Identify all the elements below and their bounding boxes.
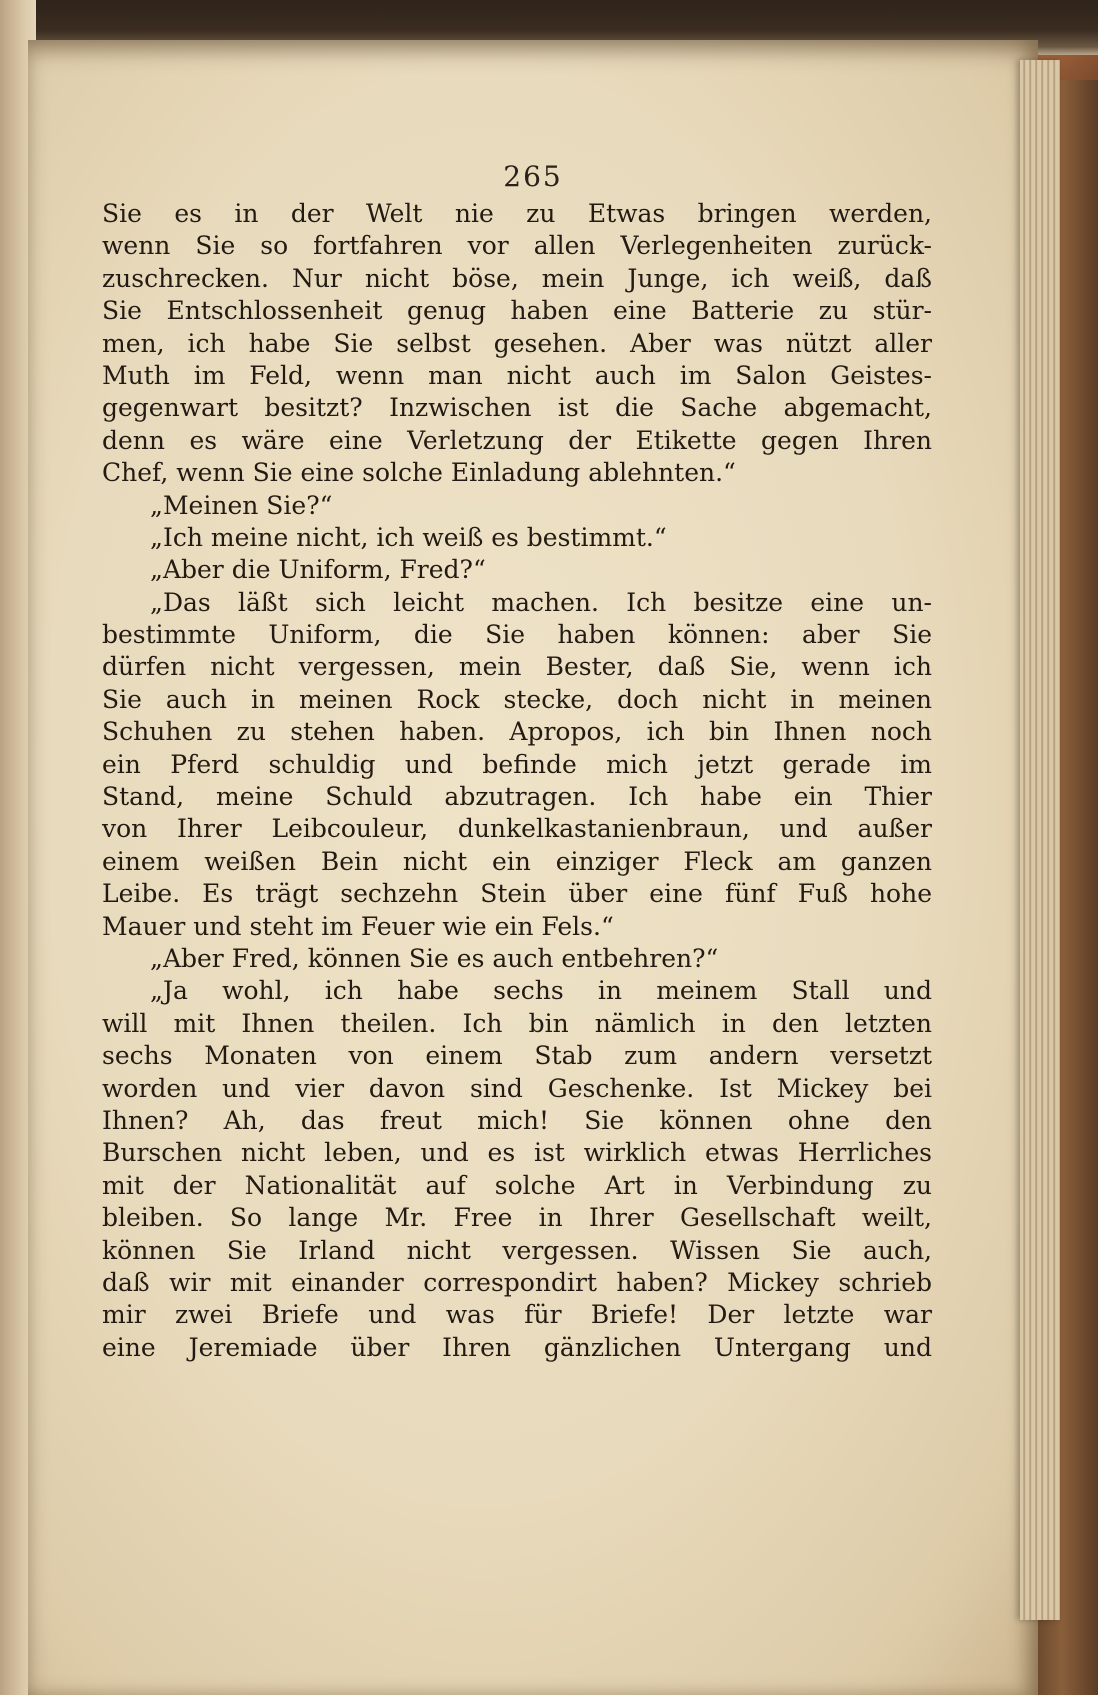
text-line: worden und vier davon sind Geschenke. Ist Mickey bei bbox=[102, 1073, 932, 1103]
text-line: Sie Entschlossenheit genug haben eine Batterie zu stür- bbox=[102, 296, 932, 326]
text-line: Sie es in der Welt nie zu Etwas bringen werden, bbox=[102, 199, 932, 228]
text-line: „Das läßt sich leicht machen. Ich besitze eine un- bbox=[150, 587, 932, 617]
text-line: sechs Monaten von einem Stab zum andern versetzt bbox=[102, 1041, 932, 1071]
page-number: 265 bbox=[503, 160, 563, 193]
text-line: wenn Sie so fortfahren vor allen Verlegenheiten zurück- bbox=[102, 231, 932, 261]
page-body-text bbox=[102, 198, 932, 1364]
text-line: „Ich meine nicht, ich weiß es bestimmt.“ bbox=[150, 522, 667, 552]
text-line: „Aber die Uniform, Fred?“ bbox=[150, 555, 486, 585]
text-line: Chef, wenn Sie eine solche Einladung ablehnten.“ bbox=[102, 458, 736, 488]
text-line: Stand, meine Schuld abzutragen. Ich habe ein Thier bbox=[102, 782, 932, 812]
text-line: Sie auch in meinen Rock stecke, doch nicht in meinen bbox=[102, 684, 932, 714]
text-line: denn es wäre eine Verletzung der Etikette gegen Ihren bbox=[102, 425, 932, 455]
text-line: Ihnen? Ah, das freut mich! Sie können ohne den bbox=[102, 1105, 932, 1135]
page-stack-edge bbox=[1020, 60, 1060, 1620]
text-line: Mauer und steht im Feuer wie ein Fels.“ bbox=[102, 911, 614, 941]
text-line: men, ich habe Sie selbst gesehen. Aber was nützt aller bbox=[102, 328, 932, 358]
book-page bbox=[28, 40, 1038, 1695]
text-line: Muth im Feld, wenn man nicht auch im Salon Geistes- bbox=[102, 360, 932, 390]
text-line: von Ihrer Leibcouleur, dunkelkastanienbraun, und außer bbox=[102, 814, 932, 844]
text-line: Burschen nicht leben, und es ist wirklich etwas Herrliches bbox=[102, 1138, 932, 1168]
text-line: können Sie Irland nicht vergessen. Wissen Sie auch, bbox=[102, 1235, 932, 1265]
text-line: bestimmte Uniform, die Sie haben können: aber Sie bbox=[102, 620, 932, 650]
text-line: mit der Nationalität auf solche Art in Verbindung zu bbox=[102, 1170, 932, 1200]
text-line: Schuhen zu stehen haben. Apropos, ich bin Ihnen noch bbox=[102, 717, 932, 747]
text-line: eine Jeremiade über Ihren gänzlichen Untergang und bbox=[102, 1332, 932, 1362]
text-line: „Ja wohl, ich habe sechs in meinem Stall und bbox=[150, 976, 932, 1006]
text-line: ein Pferd schuldig und befinde mich jetzt gerade im bbox=[102, 749, 932, 779]
text-line: gegenwart besitzt? Inzwischen ist die Sache abgemacht, bbox=[102, 393, 932, 423]
text-line: einem weißen Bein nicht ein einziger Fleck am ganzen bbox=[102, 846, 932, 876]
text-line: daß wir mit einander correspondirt haben? Mickey schrieb bbox=[102, 1267, 932, 1297]
text-line: will mit Ihnen theilen. Ich bin nämlich in den letzten bbox=[102, 1008, 932, 1038]
text-line: „Aber Fred, können Sie es auch entbehren?“ bbox=[150, 943, 719, 973]
text-line: mir zwei Briefe und was für Briefe! Der letzte war bbox=[102, 1300, 932, 1330]
text-line: Leibe. Es trägt sechzehn Stein über eine fünf Fuß hohe bbox=[102, 879, 932, 909]
text-line: bleiben. So lange Mr. Free in Ihrer Gesellschaft weilt, bbox=[102, 1203, 932, 1233]
text-line: „Meinen Sie?“ bbox=[150, 490, 333, 520]
text-line: zuschrecken. Nur nicht böse, mein Junge, ich weiß, daß bbox=[102, 263, 932, 293]
text-line: dürfen nicht vergessen, mein Bester, daß Sie, wenn ich bbox=[102, 652, 932, 682]
